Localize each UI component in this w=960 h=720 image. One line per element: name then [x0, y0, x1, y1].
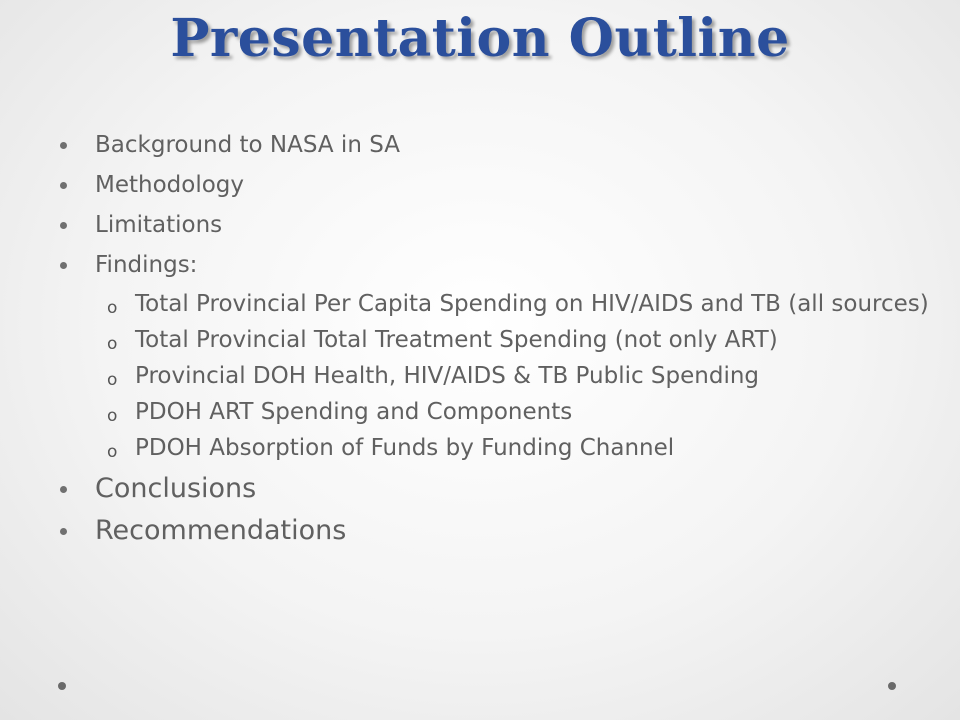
o-bullet-icon: o: [107, 442, 118, 462]
bullet-dot-icon: [60, 142, 67, 149]
sub-bullet-text: Total Provincial Total Treatment Spending (not only ART): [135, 327, 778, 353]
decorative-dot-icon: [888, 682, 896, 690]
bullet-dot-icon: [60, 222, 67, 229]
bullet-dot-icon: [60, 262, 67, 269]
bullet-item: [60, 210, 930, 240]
bullet-text: Findings:: [95, 252, 198, 278]
sub-bullet-text: Provincial DOH Health, HIV/AIDS & TB Public Spending: [135, 363, 760, 389]
slide-title: Presentation Outline: [170, 8, 790, 69]
bullet-item: [60, 130, 930, 160]
bullet-item-findings: [60, 250, 930, 462]
bullet-dot-icon: [60, 528, 67, 535]
bullet-item: [60, 170, 930, 200]
sub-bullet-item: [60, 434, 930, 462]
bullet-list: [60, 130, 930, 548]
sub-bullet-item: [60, 398, 930, 426]
findings-sublist: [60, 290, 930, 462]
o-bullet-icon: o: [107, 406, 118, 426]
o-bullet-icon: o: [107, 334, 118, 354]
bullet-item-conclusions: [60, 472, 930, 506]
bullet-text: Limitations: [95, 212, 223, 238]
sub-bullet-text: Total Provincial Per Capita Spending on HIV/AIDS and TB (all sources): [135, 291, 929, 317]
bullet-text: Recommendations: [95, 515, 347, 546]
sub-bullet-text: PDOH ART Spending and Components: [135, 399, 573, 425]
bullet-text: Conclusions: [95, 473, 257, 504]
sub-bullet-item: [60, 326, 930, 354]
bullet-text: Background to NASA in SA: [95, 132, 400, 158]
o-bullet-icon: o: [107, 298, 118, 318]
bullet-dot-icon: [60, 182, 67, 189]
sub-bullet-item: [60, 362, 930, 390]
decorative-dot-icon: [58, 682, 66, 690]
bullet-text: Methodology: [95, 172, 245, 198]
sub-bullet-item: [60, 290, 930, 318]
bullet-dot-icon: [60, 486, 67, 493]
slide-content: [60, 130, 930, 556]
sub-bullet-text: PDOH Absorption of Funds by Funding Channel: [135, 435, 675, 461]
bullet-item-recommendations: [60, 514, 930, 548]
o-bullet-icon: o: [107, 370, 118, 390]
